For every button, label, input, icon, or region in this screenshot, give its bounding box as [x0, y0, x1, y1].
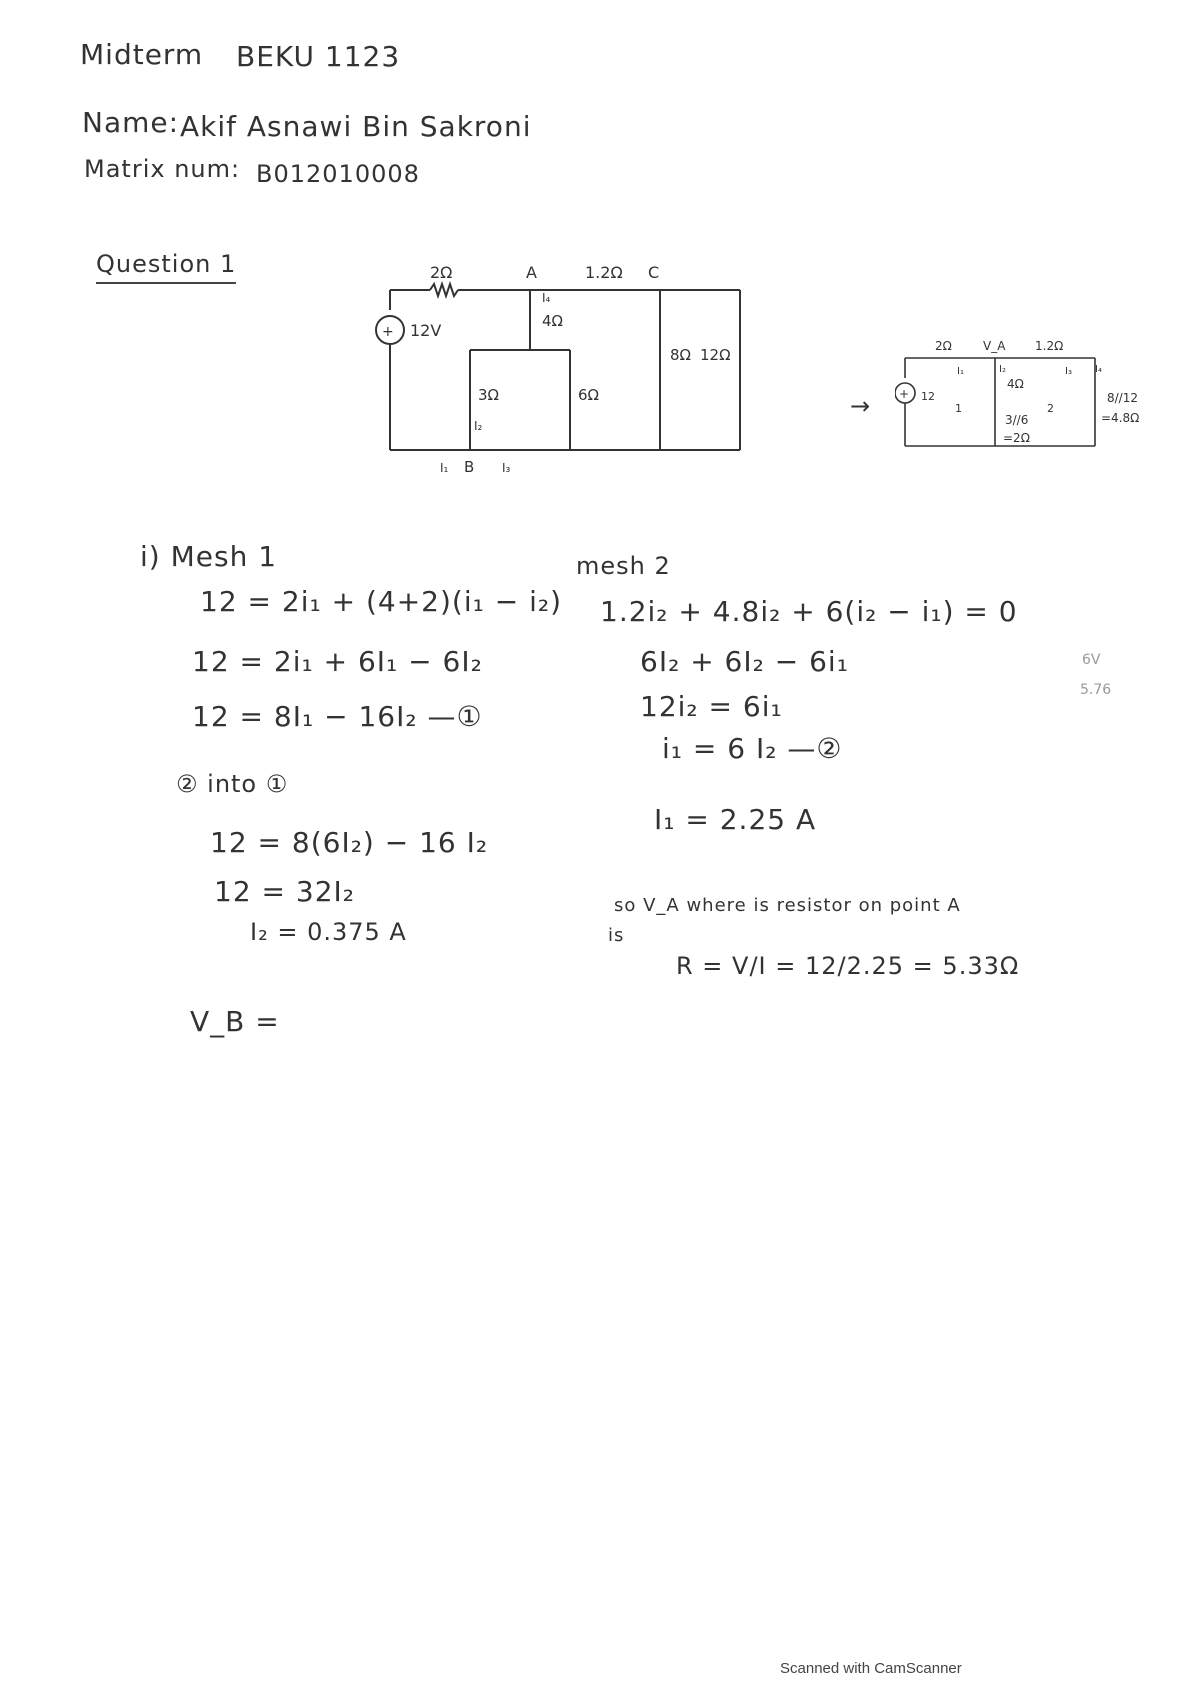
midterm-label: Midterm	[80, 38, 204, 71]
mesh2-eq-4: i₁ = 6 I₂ —②	[662, 732, 843, 765]
circuit2-label-4-8ohm: =4.8Ω	[1101, 411, 1140, 425]
substitution-eq-3: I₂ = 0.375 A	[250, 918, 407, 946]
mesh2-eq-3: 12i₂ = 6i₁	[640, 690, 783, 723]
matrix-label: Matrix num:	[84, 155, 241, 183]
mesh2-eq-5: I₁ = 2.25 A	[654, 803, 817, 836]
substitution-title: ② into ①	[176, 770, 289, 798]
circuit1-label-B: B	[464, 458, 475, 476]
substitution-eq-2: 12 = 32I₂	[214, 875, 356, 908]
circuit2-mesh-1: 1	[955, 402, 962, 415]
margin-note-top: 6V	[1082, 652, 1101, 668]
scanner-watermark: Scanned with CamScanner	[780, 1660, 962, 1677]
circuit1-label-i1: I₁	[440, 461, 449, 475]
vb-label: V_B =	[190, 1005, 280, 1038]
conclusion-line-2: is	[608, 925, 625, 946]
circuit1-label-i3: I₃	[502, 461, 511, 475]
circuit2-label-4ohm: 4Ω	[1007, 377, 1024, 391]
circuit1-label-C: C	[648, 263, 660, 282]
circuit2-label-VA: V_A	[983, 339, 1006, 353]
matrix-number: B012010008	[256, 160, 420, 188]
mesh1-eq-1: 12 = 2i₁ + (4+2)(i₁ − i₂)	[200, 585, 563, 618]
circuit1-source-label: 12V	[410, 321, 442, 340]
circuit1-label-12ohm: 12Ω	[700, 346, 731, 364]
circuit1-label-A: A	[526, 263, 537, 282]
mesh1-eq-2: 12 = 2i₁ + 6I₁ − 6I₂	[192, 645, 483, 678]
circuit2-mesh-2: 2	[1047, 402, 1054, 415]
source-plus-icon-2: +	[899, 387, 910, 401]
course-code: BEKU 1123	[236, 40, 401, 73]
student-name: Akif Asnawi Bin Sakroni	[180, 110, 532, 143]
circuit2-label-i1: I₁	[957, 366, 964, 377]
substitution-eq-1: 12 = 8(6I₂) − 16 I₂	[210, 826, 489, 859]
circuit1-label-1-2ohm: 1.2Ω	[585, 263, 623, 282]
circuit1-label-6ohm: 6Ω	[578, 386, 600, 404]
mesh2-eq-1: 1.2i₂ + 4.8i₂ + 6(i₂ − i₁) = 0	[600, 595, 1018, 628]
circuit2-label-i3: I₃	[1065, 366, 1072, 377]
conclusion-line-1: so V_A where is resistor on point A	[614, 895, 961, 916]
circuit2-label-8par12: 8//12	[1107, 391, 1138, 405]
circuit2-label-3par6: 3//6	[1005, 413, 1029, 427]
circuit1-label-8ohm: 8Ω	[670, 346, 692, 364]
circuit1-label-i4: I₄	[542, 291, 551, 305]
source-plus-icon: +	[382, 324, 394, 340]
circuit2-label-1-2ohm: 1.2Ω	[1035, 339, 1064, 353]
question-title: Question 1	[96, 250, 236, 284]
circuit-diagram-2	[895, 328, 1195, 458]
circuit1-label-3ohm: 3Ω	[478, 386, 500, 404]
mesh2-title: mesh 2	[576, 552, 671, 580]
circuit-diagram-1	[370, 250, 750, 490]
circuit2-label-i4: I₄	[1095, 364, 1102, 375]
circuit2-label-2ohm-eq: =2Ω	[1003, 431, 1030, 445]
arrow-right-icon: →	[850, 392, 871, 420]
circuit2-label-i2: I₂	[999, 364, 1006, 375]
mesh1-eq-3: 12 = 8I₁ − 16I₂ —①	[192, 700, 483, 733]
circuit2-label-2ohm: 2Ω	[935, 339, 952, 353]
circuit1-label-2ohm: 2Ω	[430, 263, 453, 282]
circuit1-label-4ohm: 4Ω	[542, 312, 564, 330]
mesh1-title: i) Mesh 1	[140, 540, 278, 573]
mesh2-eq-2: 6I₂ + 6I₂ − 6i₁	[640, 645, 849, 678]
resistance-equation: R = V/I = 12/2.25 = 5.33Ω	[676, 952, 1020, 980]
name-label: Name:	[82, 106, 180, 139]
margin-note-bottom: 5.76	[1080, 682, 1112, 698]
circuit2-label-12: 12	[921, 390, 935, 403]
circuit1-label-i2: I₂	[474, 419, 483, 433]
